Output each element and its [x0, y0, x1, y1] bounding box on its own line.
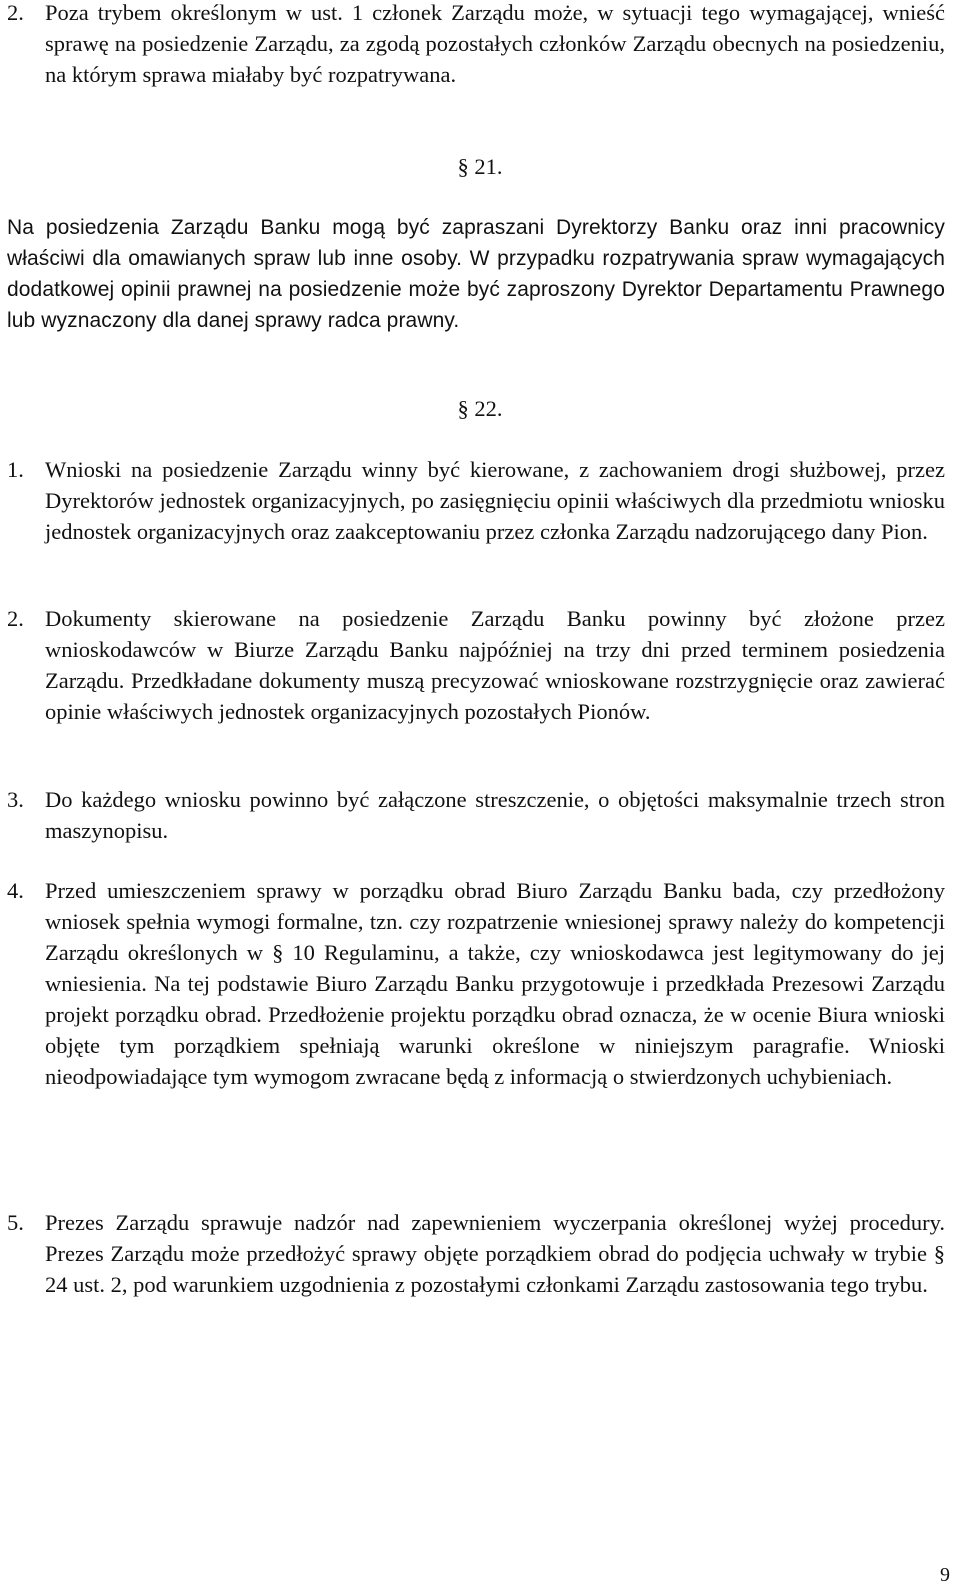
list-item: [7, 784, 945, 846]
list-item: [7, 603, 945, 727]
section-heading-21: § 21.: [457, 154, 503, 179]
item-number: 3.: [7, 787, 24, 812]
item-number: 5.: [7, 1210, 24, 1235]
item-number: 4.: [7, 878, 24, 903]
list-item: [7, 0, 945, 90]
item-number: 2.: [7, 606, 24, 631]
page-number: 9: [940, 1564, 950, 1586]
item-text: Prezes Zarządu sprawuje nadzór nad zapewnieniem wyczerpania określonej wyżej procedury. Prezes Zarządu może przedłożyć sprawy objęte porządkiem obrad do podjęcia uchwały w trybie § 24 ust. 2, pod warunkiem uzgodnienia z pozostałymi członkami Zarządu zastosowania tego trybu.: [45, 1210, 945, 1297]
item-text: Dokumenty skierowane na posiedzenie Zarządu Banku powinny być złożone przez wnioskodawców w Biurze Zarządu Banku najpóźniej na trzy dni przed terminem posiedzenia Zarządu. Przedkładane dokumenty muszą precyzować wnioskowane rozstrzygnięcie oraz zawierać opinie właściwych jednostek organizacyjnych pozostałych Pionów.: [45, 606, 945, 724]
list-item: [7, 1207, 945, 1300]
item-number: 1.: [7, 457, 24, 482]
list-item: [7, 454, 945, 547]
item-text: Do każdego wniosku powinno być załączone streszczenie, o objętości maksymalnie trzech stron maszynopisu.: [45, 787, 945, 843]
item-text: Wnioski na posiedzenie Zarządu winny być kierowane, z zachowaniem drogi służbowej, przez Dyrektorów jednostek organizacyjnych, po zasięgnięciu opinii właściwych dla przedmiotu wniosku jednostek organizacyjnych oraz zaakceptowaniu przez członka Zarządu nadzorującego dany Pion.: [45, 457, 945, 544]
list-item: [7, 875, 945, 1092]
section-heading-22: § 22.: [457, 396, 503, 421]
section-21-paragraph: Na posiedzenia Zarządu Banku mogą być zapraszani Dyrektorzy Banku oraz inni pracownicy właściwi dla omawianych spraw lub inne osoby. W przypadku rozpatrywania spraw wymagających dodatkowej opinii prawnej na posiedzenie może być zaproszony Dyrektor Departamentu Prawnego lub wyznaczony dla danej sprawy radca prawny.: [7, 216, 945, 332]
item-text: Poza trybem określonym w ust. 1 członek Zarządu może, w sytuacji tego wymagającej, wnieść sprawę na posiedzenie Zarządu, za zgodą pozostałych członków Zarządu obecnych na posiedzeniu, na którym sprawa miałaby być rozpatrywana.: [45, 0, 945, 87]
item-number: 2.: [7, 0, 24, 25]
item-text: Przed umieszczeniem sprawy w porządku obrad Biuro Zarządu Banku bada, czy przedłożony wniosek spełnia wymogi formalne, tzn. czy rozpatrzenie wniesionej sprawy należy do kompetencji Zarządu określonych w § 10 Regulaminu, a także, czy wnioskodawca jest legitymowany do jej wniesienia. Na tej podstawie Biuro Zarządu Banku przygotowuje i przedkłada Prezesowi Zarządu projekt porządku obrad. Przedłożenie projektu porządku obrad oznacza, że w ocenie Biura wnioski objęte tym porządkiem spełniają warunki określone w niniejszym paragrafie. Wnioski nieodpowiadające tym wymogom zwracane będą z informacją o stwierdzonych uchybieniach.: [45, 878, 945, 1089]
